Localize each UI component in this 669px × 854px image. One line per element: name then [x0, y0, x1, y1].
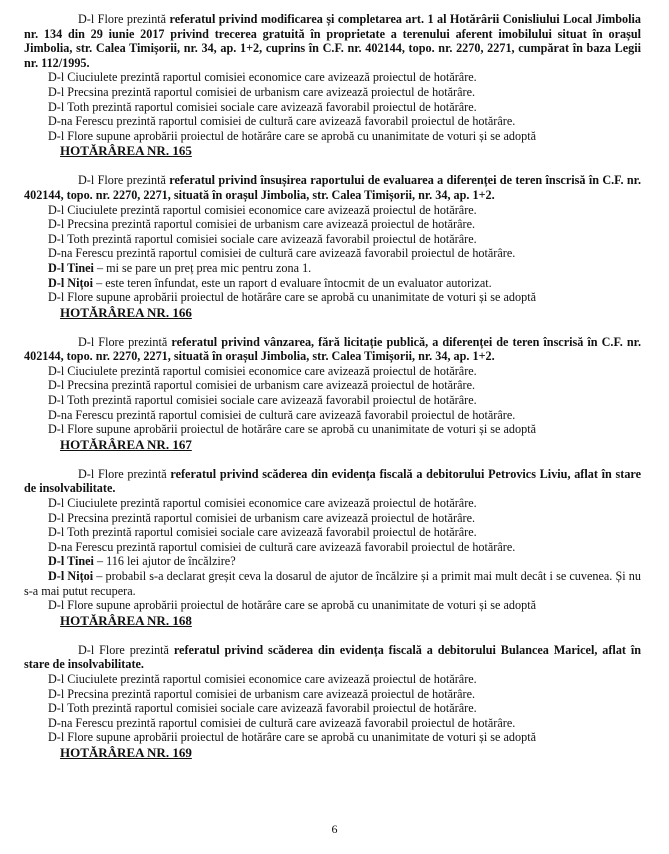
vote-line: D-l Flore supune aprobării proiectul de hotărâre care se aprobă cu unanimitate de voturi și se adoptă [48, 422, 536, 437]
econ-report: D-l Ciuciulete prezintă raportul comisiei economice care avizează proiectul de hotărâre. [48, 202, 477, 217]
social-report: D-l Toth prezintă raportul comisiei sociale care avizează favorabil proiectul de hotărâre. [48, 393, 477, 408]
section-169 [24, 643, 641, 761]
econ-report: D-l Ciuciulete prezintă raportul comisiei economice care avizează proiectul de hotărâre. [48, 671, 477, 686]
urban-report: D-l Precsina prezintă raportul comisiei de urbanism care avizează proiectul de hotărâre. [48, 378, 476, 393]
speaker-text: – mi se pare un preț prea mic pentru zona 1. [93, 260, 312, 275]
social-report: D-l Toth prezintă raportul comisiei sociale care avizează favorabil proiectul de hotărâre. [48, 525, 477, 540]
presenter-text: D-l Flore prezintă [78, 466, 171, 481]
page-number: 6 [331, 822, 338, 836]
section-168-intro [24, 467, 641, 496]
nitoi-remark [24, 569, 641, 598]
culture-report: D-na Ferescu prezintă raportul comisiei de cultură care avizează favorabil proiectul de hotărâre. [48, 407, 516, 422]
speaker-text: – probabil s-a declarat greșit ceva la dosarul de ajutor de încălzire și a primit mai mult decât i se cuvenea. Și nu s-a mai putut recupera. [24, 569, 641, 598]
social-report: D-l Toth prezintă raportul comisiei sociale care avizează favorabil proiectul de hotărâre. [48, 701, 477, 716]
speaker-name: D-l Tinei [48, 554, 94, 569]
section-168 [24, 467, 641, 629]
tinei-remark [24, 261, 641, 276]
urban-report: D-l Precsina prezintă raportul comisiei de urbanism care avizează proiectul de hotărâre. [48, 84, 476, 99]
econ-report: D-l Ciuciulete prezintă raportul comisiei economice care avizează proiectul de hotărâre. [48, 363, 477, 378]
speaker-text: – este teren înfundat, este un raport d evaluare întocmit de un evaluator autorizat. [93, 275, 492, 290]
decision-167: HOTĂRÂREA NR. 167 [60, 436, 192, 452]
social-report: D-l Toth prezintă raportul comisiei sociale care avizează favorabil proiectul de hotărâre. [48, 231, 477, 246]
speaker-text: – 116 lei ajutor de încălzire? [93, 554, 236, 569]
presenter-text: D-l Flore prezintă [78, 642, 174, 657]
section-165-title: referatul privind modificarea și completarea art. 1 al Hotărârii Conisliului Local Jimbolia nr. 134 din 29 iunie 2017 privind trecerea gratuită în proprietate a terenului aferent imobilului situat în orașul Jimbolia, str. Calea Timișorii, nr. 34, ap. 1+2, cuprins în C.F. nr. 402144, topo. nr. 2270, 2271, cumpărat în baza Legii nr. 112/1995. [24, 12, 642, 70]
vote-line: D-l Flore supune aprobării proiectul de hotărâre care se aprobă cu unanimitate de voturi și se adoptă [48, 730, 536, 745]
culture-report: D-na Ferescu prezintă raportul comisiei de cultură care avizează favorabil proiectul de hotărâre. [48, 715, 516, 730]
social-report: D-l Toth prezintă raportul comisiei sociale care avizează favorabil proiectul de hotărâre. [48, 99, 477, 114]
section-167-intro [24, 335, 641, 364]
section-167 [24, 335, 641, 453]
speaker-name: D-l Nițoi [48, 275, 94, 290]
presenter-text: D-l Flore prezintă [78, 334, 172, 349]
decision-166: HOTĂRÂREA NR. 166 [60, 304, 192, 320]
vote-line: D-l Flore supune aprobării proiectul de hotărâre care se aprobă cu unanimitate de voturi și se adoptă [48, 128, 536, 143]
section-166 [24, 173, 641, 320]
decision-165: HOTĂRÂREA NR. 165 [60, 143, 192, 159]
econ-report: D-l Ciuciulete prezintă raportul comisiei economice care avizează proiectul de hotărâre. [48, 496, 477, 511]
section-167-title: referatul privind vânzarea, fără licitație publică, a diferenței de teren înscrisă în C.F. nr. 402144, topo. nr. 2270, 2271, situată în orașul Jimbolia, str. Calea Timișorii, nr. 34, ap. 1+2. [24, 334, 642, 364]
speaker-name: D-l Nițoi [48, 569, 94, 583]
decision-168: HOTĂRÂREA NR. 168 [60, 612, 192, 628]
speaker-name: D-l Tinei [48, 260, 94, 275]
culture-report: D-na Ferescu prezintă raportul comisiei de cultură care avizează favorabil proiectul de hotărâre. [48, 246, 516, 261]
section-168-title: referatul privind scăderea din evidența fiscală a debitorului Petrovics Liviu, aflat în stare de insolvabilitate. [24, 466, 642, 496]
presenter-text: D-l Flore prezintă [78, 12, 170, 26]
vote-line: D-l Flore supune aprobării proiectul de hotărâre care se aprobă cu unanimitate de voturi și se adoptă [48, 598, 536, 613]
section-165-intro [24, 12, 641, 70]
decision-169: HOTĂRÂREA NR. 169 [60, 744, 192, 760]
culture-report: D-na Ferescu prezintă raportul comisiei de cultură care avizează favorabil proiectul de hotărâre. [48, 114, 516, 129]
vote-line: D-l Flore supune aprobării proiectul de hotărâre care se aprobă cu unanimitate de voturi și se adoptă [48, 290, 536, 305]
nitoi-remark [24, 276, 641, 291]
culture-report: D-na Ferescu prezintă raportul comisiei de cultură care avizează favorabil proiectul de hotărâre. [48, 539, 516, 554]
urban-report: D-l Precsina prezintă raportul comisiei de urbanism care avizează proiectul de hotărâre. [48, 510, 476, 525]
section-165 [24, 12, 641, 159]
tinei-remark [24, 554, 641, 569]
section-166-intro [24, 173, 641, 202]
presenter-text: D-l Flore prezintă [78, 173, 170, 188]
urban-report: D-l Precsina prezintă raportul comisiei de urbanism care avizează proiectul de hotărâre. [48, 217, 476, 232]
section-169-intro [24, 643, 641, 672]
section-169-title: referatul privind scăderea din evidența fiscală a debitorului Bulancea Maricel, aflat în stare de insolvabilitate. [24, 642, 642, 672]
econ-report: D-l Ciuciulete prezintă raportul comisiei economice care avizează proiectul de hotărâre. [48, 70, 477, 85]
section-166-title: referatul privind însușirea raportului de evaluarea a diferenței de teren înscrisă în C.F. nr. 402144, topo. nr. 2270, 2271, situată în orașul Jimbolia, str. Calea Timișorii, nr. 34, ap. 1+2. [24, 173, 642, 202]
urban-report: D-l Precsina prezintă raportul comisiei de urbanism care avizează proiectul de hotărâre. [48, 686, 476, 701]
